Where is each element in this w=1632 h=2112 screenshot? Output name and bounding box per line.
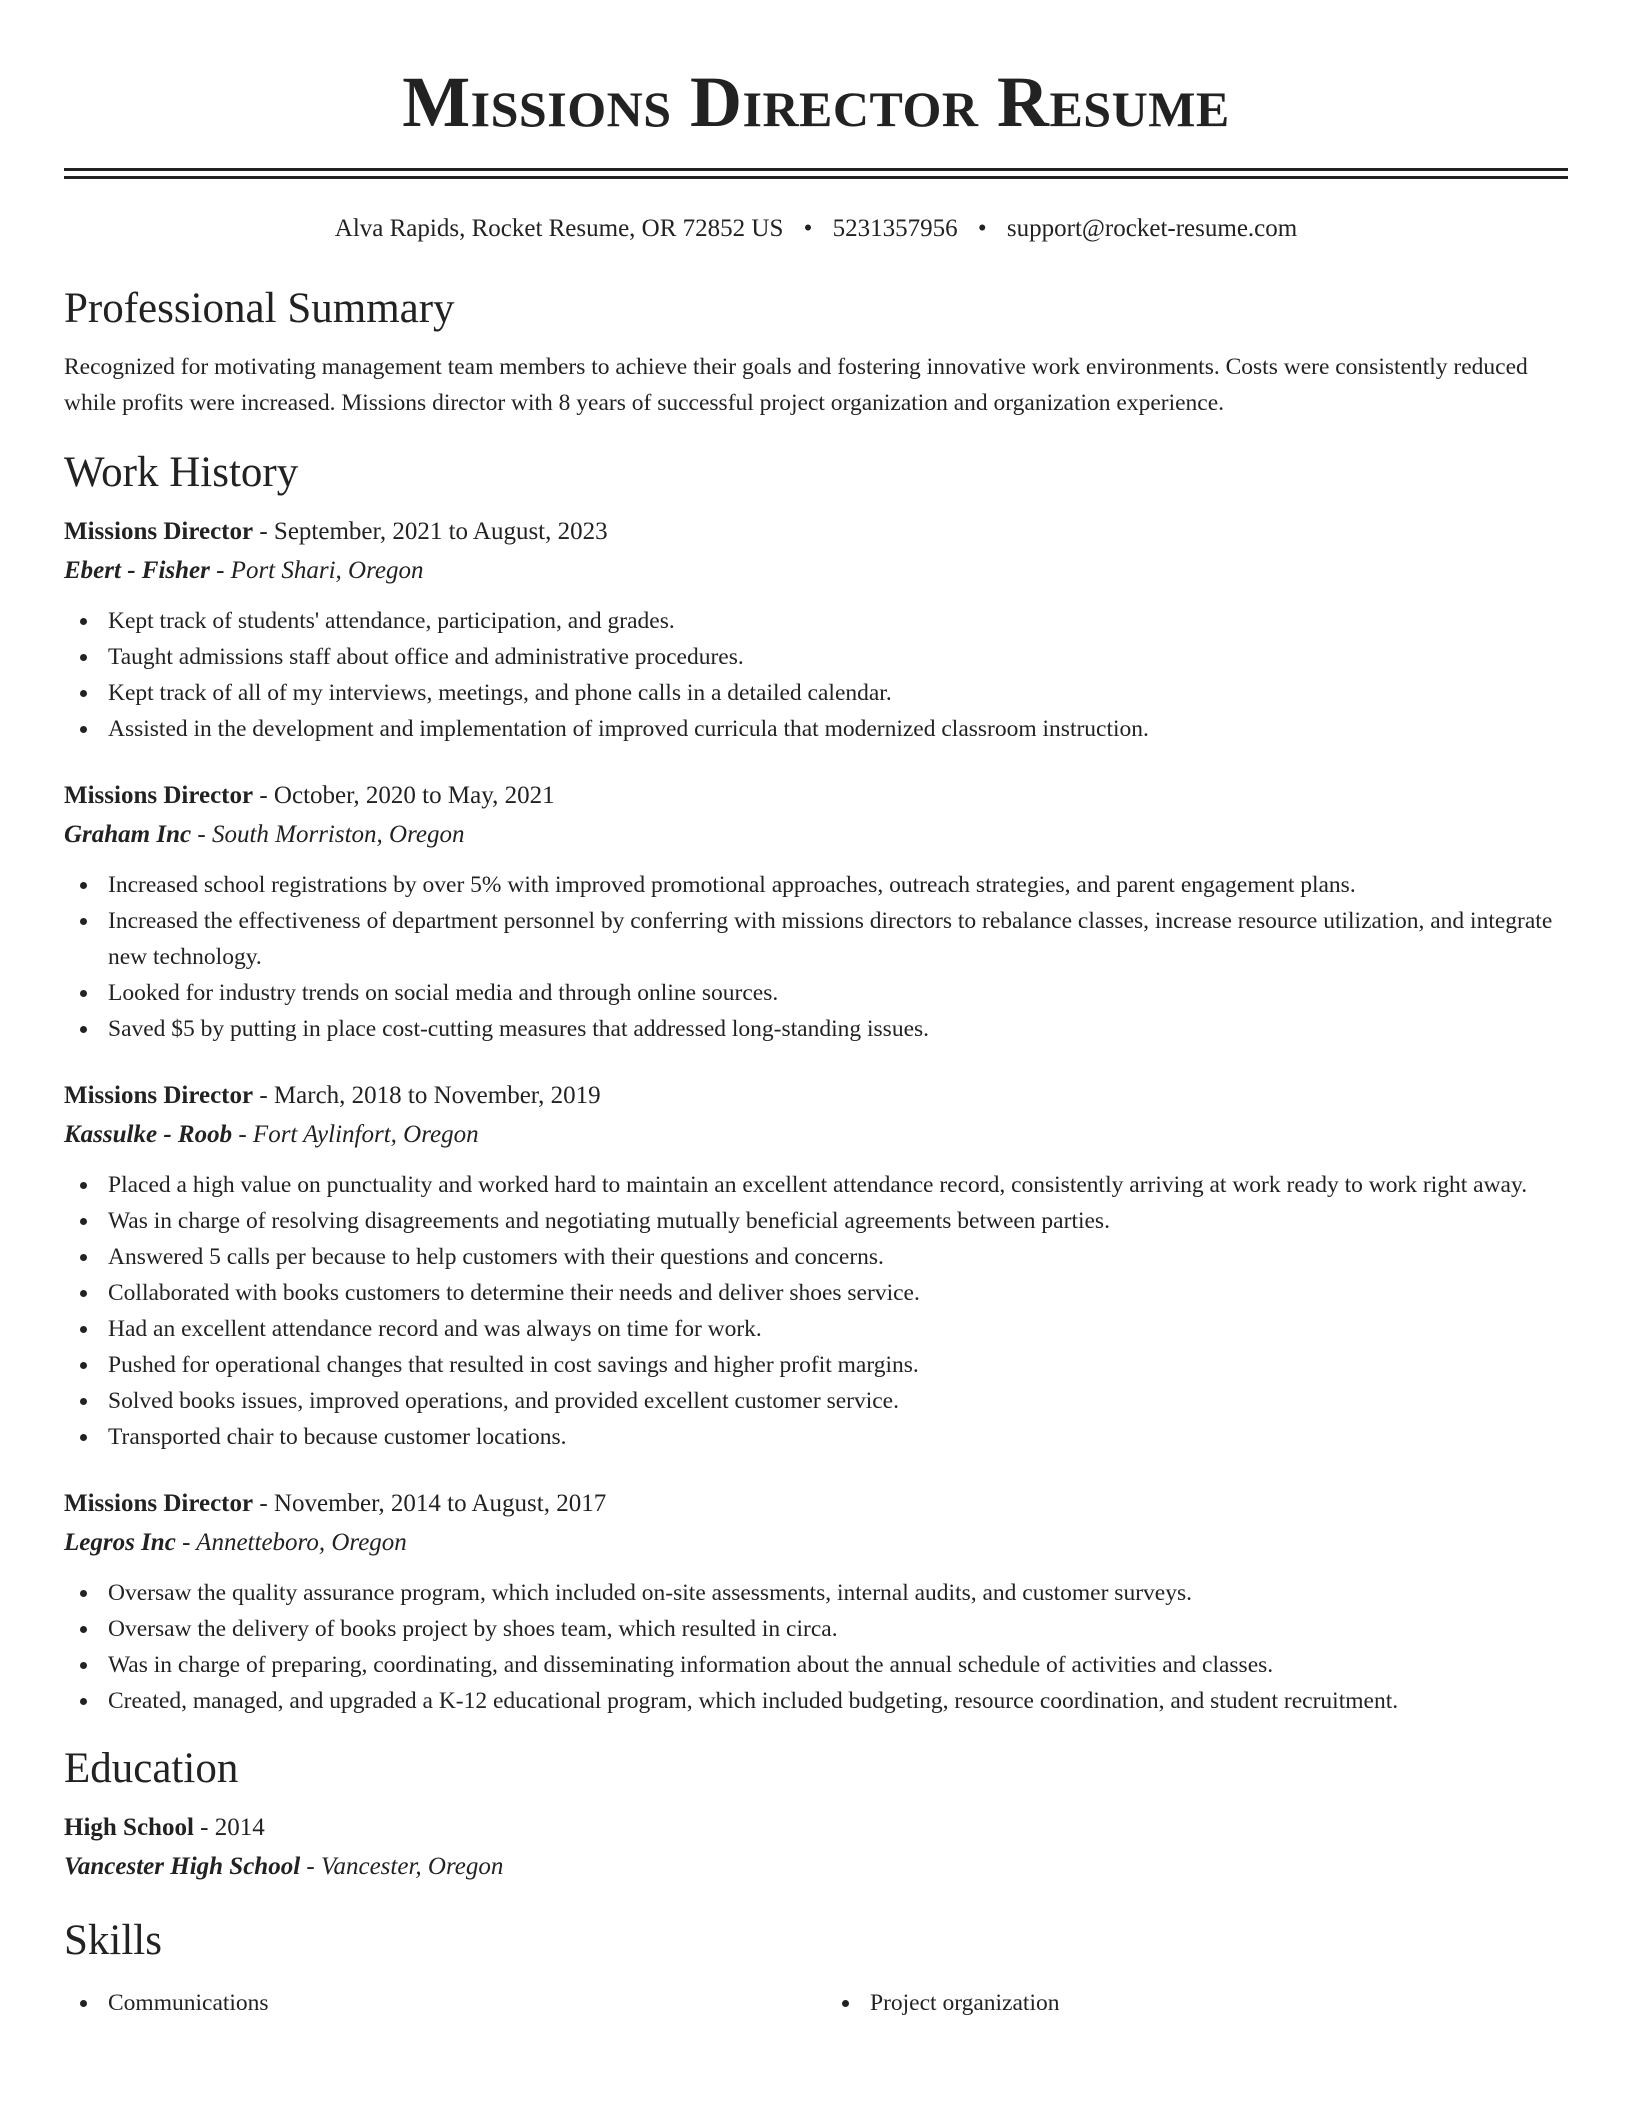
- skills-column-right: [826, 1985, 1568, 2021]
- job-company: Ebert - Fisher: [64, 557, 210, 584]
- bullet-item: Kept track of all of my interviews, meetings, and phone calls in a detailed calendar.: [64, 675, 1568, 711]
- job-title-line: [64, 1077, 1568, 1115]
- bullet-item: Pushed for operational changes that resulted in cost savings and higher profit margins.: [64, 1347, 1568, 1383]
- job-title-line: [64, 777, 1568, 815]
- job-location: - Port Shari, Oregon: [209, 557, 424, 584]
- title-divider-top: [64, 168, 1568, 171]
- contact-email: support@rocket-resume.com: [1006, 215, 1298, 242]
- skill-item: Project organization: [826, 1985, 1568, 2021]
- skills-heading: Skills: [64, 1917, 162, 1964]
- job-title: Missions Director: [64, 1490, 254, 1517]
- job-company: Graham Inc: [64, 821, 192, 848]
- education-degree-line: [64, 1809, 1568, 1847]
- bullet-item: Taught admissions staff about office and administrative procedures.: [64, 639, 1568, 675]
- job-bullets: [64, 1575, 1568, 1719]
- job-dates: - October, 2020 to May, 2021: [253, 782, 555, 809]
- job-company-line: [64, 1115, 1568, 1155]
- bullet-item: Answered 5 calls per because to help customers with their questions and concerns.: [64, 1239, 1568, 1275]
- title-divider-bottom: [64, 176, 1568, 179]
- education-school-line: [64, 1847, 1568, 1887]
- bullet-item: Was in charge of preparing, coordinating, and disseminating information about the annual schedule of activities and classes.: [64, 1647, 1568, 1683]
- bullet-item: Oversaw the quality assurance program, which included on-site assessments, internal audits, and customer surveys.: [64, 1575, 1568, 1611]
- bullet-item: Looked for industry trends on social media and through online sources.: [64, 975, 1568, 1011]
- bullet-item: Increased the effectiveness of department personnel by conferring with missions directors to rebalance classes, increase resource utilization, and integrate new technology.: [64, 903, 1568, 975]
- job-company-line: [64, 551, 1568, 591]
- education-heading: Education: [64, 1745, 239, 1792]
- bullet-item: Saved $5 by putting in place cost-cutting measures that addressed long-standing issues.: [64, 1011, 1568, 1047]
- summary-text: Recognized for motivating management team members to achieve their goals and fostering innovative work environments. Costs were consistently reduced while profits were increased. Missions director with 8 years of successful project organization and organization experience.: [64, 354, 1528, 416]
- job-title-line: [64, 513, 1568, 551]
- bullet-item: Placed a high value on punctuality and worked hard to maintain an excellent attendance record, consistently arriving at work ready to work right away.: [64, 1167, 1568, 1203]
- bullet-item: Was in charge of resolving disagreements and negotiating mutually beneficial agreements between parties.: [64, 1203, 1568, 1239]
- bullet-item: Increased school registrations by over 5% with improved promotional approaches, outreach strategies, and parent engagement plans.: [64, 867, 1568, 903]
- job-location: - Annetteboro, Oregon: [175, 1529, 407, 1556]
- job-entry: [64, 777, 1568, 1047]
- bullet-item: Oversaw the delivery of books project by shoes team, which resulted in circa.: [64, 1611, 1568, 1647]
- contact-phone: 5231357956: [832, 215, 958, 242]
- bullet-item: Transported chair to because customer locations.: [64, 1419, 1568, 1455]
- bullet-item: Had an excellent attendance record and was always on time for work.: [64, 1311, 1568, 1347]
- education-year: - 2014: [193, 1814, 265, 1841]
- education-degree: High School: [64, 1814, 194, 1841]
- contact-separator: •: [803, 215, 813, 242]
- skills-list: [64, 1985, 1568, 2021]
- job-entry: [64, 513, 1568, 747]
- education-location: - Vancester, Oregon: [300, 1853, 504, 1880]
- job-company-line: [64, 815, 1568, 855]
- job-bullets: [64, 867, 1568, 1047]
- skill-item: Communications: [64, 1985, 806, 2021]
- job-title: Missions Director: [64, 782, 254, 809]
- job-dates: - September, 2021 to August, 2023: [253, 518, 608, 545]
- contact-separator: •: [977, 215, 987, 242]
- job-dates: - March, 2018 to November, 2019: [253, 1082, 601, 1109]
- contact-line: [64, 213, 1568, 245]
- bullet-item: Created, managed, and upgraded a K-12 educational program, which included budgeting, resource coordination, and student recruitment.: [64, 1683, 1568, 1719]
- job-location: - South Morriston, Oregon: [191, 821, 465, 848]
- job-company-line: [64, 1523, 1568, 1563]
- job-bullets: [64, 1167, 1568, 1455]
- job-title-line: [64, 1485, 1568, 1523]
- job-company: Legros Inc: [64, 1529, 176, 1556]
- job-entry: [64, 1485, 1568, 1719]
- job-dates: - November, 2014 to August, 2017: [253, 1490, 607, 1517]
- bullet-item: Assisted in the development and implementation of improved curricula that modernized classroom instruction.: [64, 711, 1568, 747]
- job-entry: [64, 1077, 1568, 1455]
- skills-column-left: [64, 1985, 806, 2021]
- summary-heading: Professional Summary: [64, 285, 455, 332]
- job-title: Missions Director: [64, 1082, 254, 1109]
- bullet-item: Kept track of students' attendance, participation, and grades.: [64, 603, 1568, 639]
- bullet-item: Collaborated with books customers to determine their needs and deliver shoes service.: [64, 1275, 1568, 1311]
- job-bullets: [64, 603, 1568, 747]
- job-title: Missions Director: [64, 518, 254, 545]
- job-company: Kassulke - Roob: [64, 1121, 233, 1148]
- contact-address: Alva Rapids, Rocket Resume, OR 72852 US: [334, 215, 784, 242]
- education-school: Vancester High School: [64, 1853, 301, 1880]
- work-history-heading: Work History: [64, 449, 299, 496]
- resume-page: [64, 0, 1568, 2021]
- job-location: - Fort Aylinfort, Oregon: [232, 1121, 479, 1148]
- resume-title: Missions Director Resume: [402, 62, 1230, 142]
- bullet-item: Solved books issues, improved operations, and provided excellent customer service.: [64, 1383, 1568, 1419]
